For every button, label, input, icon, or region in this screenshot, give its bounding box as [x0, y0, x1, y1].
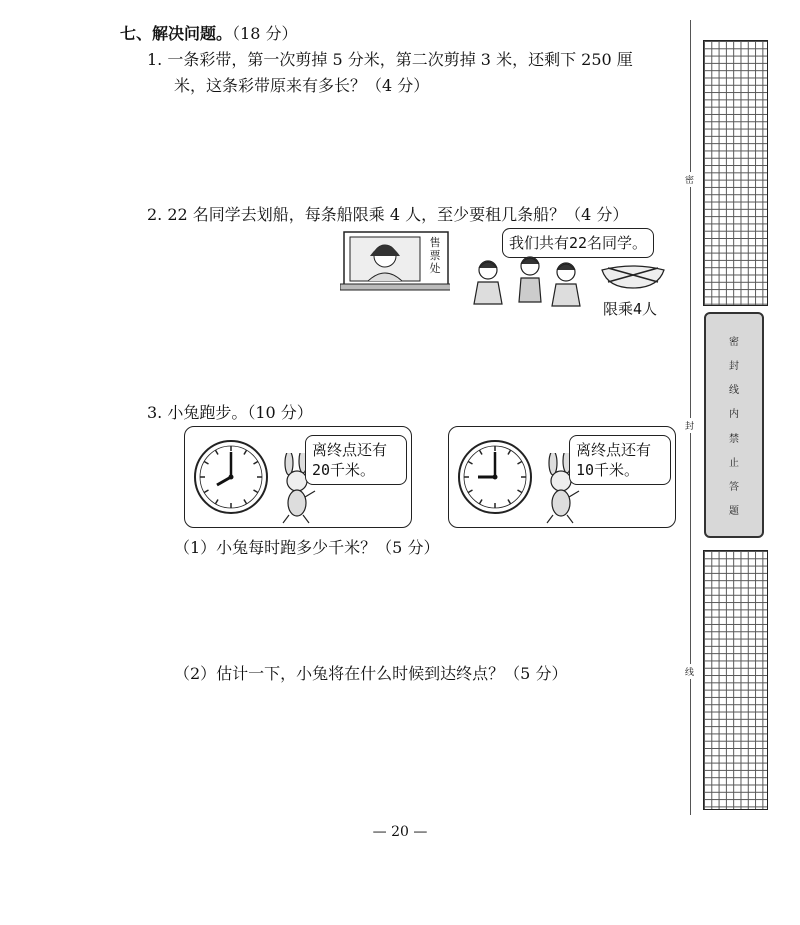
question-2-number: 2.	[147, 205, 163, 224]
question-2	[147, 203, 628, 227]
booth-sign	[426, 236, 444, 275]
children-illustration	[468, 254, 586, 316]
grid-panel-top	[703, 40, 768, 306]
seal-char: 答	[729, 481, 739, 493]
boat-label: 限乘4人	[603, 300, 658, 318]
binding-mark: 密	[685, 172, 694, 187]
sub-question-2: （2）估计一下，小兔将在什么时候到达终点？（5 分）	[174, 664, 568, 683]
sub-question-1: （1）小兔每时跑多少千米？（5 分）	[174, 538, 440, 557]
rabbit-panel-2	[448, 426, 676, 528]
booth-sign-char: 售	[429, 236, 441, 249]
question-2-line1: 22 名同学去划船，每条船限乘 4 人，至少要租几条船？（4 分）	[167, 205, 629, 224]
boat-icon	[598, 262, 668, 292]
seal-char: 题	[729, 505, 739, 517]
seal-char: 内	[729, 409, 739, 421]
question-1-number: 1.	[147, 50, 163, 69]
section-heading	[120, 22, 297, 46]
grid-panel-bottom	[703, 550, 768, 810]
seal-char: 封	[729, 361, 739, 373]
section-title: 七、解决问题。	[120, 24, 233, 43]
speech-bubble: 我们共有22名同学。	[502, 228, 654, 258]
question-3-line1: 小兔跑步。（10 分）	[167, 403, 313, 422]
clock-icon	[455, 437, 535, 517]
question-3	[147, 401, 313, 425]
speech-line: 20千米。	[312, 461, 376, 479]
page-number: — 20 —	[372, 824, 428, 840]
binding-mark: 线	[685, 664, 694, 679]
section-points: （18 分）	[232, 24, 298, 43]
speech-line: 离终点还有	[576, 441, 652, 459]
rabbit-speech-2	[569, 435, 671, 485]
question-1-line1: 一条彩带，第一次剪掉 5 分米，第二次剪掉 3 米，还剩下 250 厘	[167, 50, 633, 69]
speech-line: 10千米。	[576, 461, 640, 479]
question-3-number: 3.	[147, 403, 163, 422]
booth-sign-char: 处	[429, 262, 441, 275]
question-1	[147, 48, 633, 72]
speech-line: 离终点还有	[312, 441, 388, 459]
q2-illustration	[340, 228, 680, 320]
seal-char: 线	[729, 385, 739, 397]
clock-icon	[191, 437, 271, 517]
rabbit-speech-1	[305, 435, 407, 485]
question-1-line2: 米，这条彩带原来有多长？（4 分）	[174, 76, 430, 95]
seal-char: 禁	[729, 433, 739, 445]
seal-char: 密	[729, 337, 739, 349]
seal-char: 止	[729, 457, 739, 469]
booth-sign-char: 票	[429, 249, 441, 262]
rabbit-panel-1	[184, 426, 412, 528]
seal-notice	[704, 312, 764, 538]
binding-mark: 封	[685, 418, 694, 433]
